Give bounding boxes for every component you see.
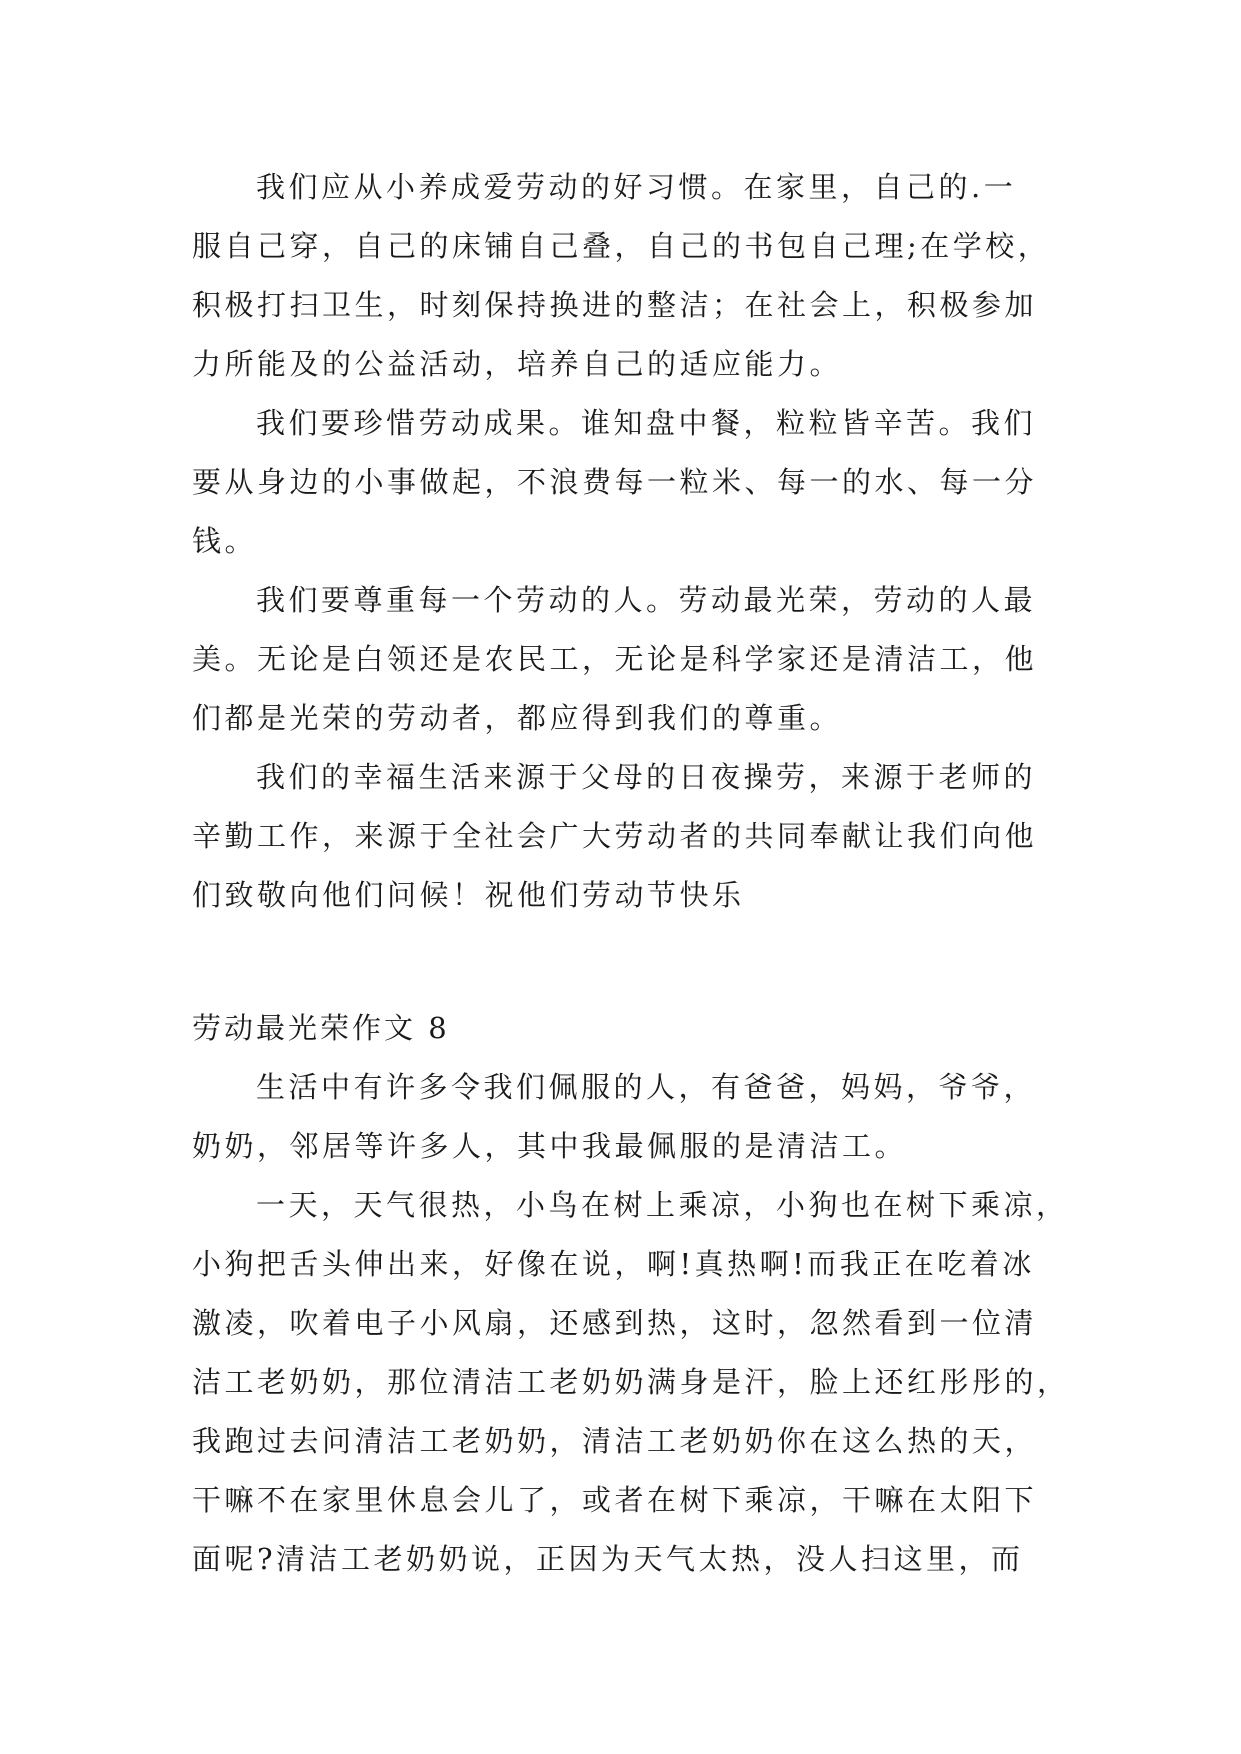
paragraph-line: 干嘛不在家里休息会儿了，或者在树下乘凉，干嘛在太阳下	[192, 1483, 1038, 1517]
paragraph-line: 们致敬向他们问候！祝他们劳动节快乐	[192, 878, 745, 912]
paragraph	[192, 748, 1072, 925]
paragraph	[192, 394, 1072, 571]
paragraph-line: 一天，天气很热，小鸟在树上乘凉，小狗也在树下乘凉，	[256, 1188, 1069, 1222]
paragraph-line: 积极打扫卫生，时刻保持换进的整洁；在社会上，积极参加	[192, 288, 1038, 322]
paragraph-line: 服自己穿，自己的床铺自己叠，自己的书包自己理;在学校，	[192, 229, 1051, 263]
paragraph-line: 面呢?清洁工老奶奶说，正因为天气太热，没人扫这里，而	[192, 1542, 1024, 1576]
paragraph-line: 我跑过去问清洁工老奶奶，清洁工老奶奶你在这么热的天，	[192, 1424, 1038, 1458]
paragraph-line: 钱。	[192, 524, 258, 558]
paragraph-line: 美。无论是白领还是农民工，无论是科学家还是清洁工，他	[192, 642, 1038, 676]
paragraph	[192, 1058, 1072, 1176]
document-body	[192, 158, 1072, 1589]
paragraph	[192, 158, 1072, 394]
paragraph-line: 我们的幸福生活来源于父母的日夜操劳，来源于老师的	[256, 760, 1037, 794]
paragraph-line: 小狗把舌头伸出来，好像在说，啊!真热啊!而我正在吃着冰	[192, 1247, 1035, 1281]
paragraph-line: 我们要珍惜劳动成果。谁知盘中餐，粒粒皆辛苦。我们	[256, 406, 1037, 440]
section-heading: 劳动最光荣作文 8	[192, 1011, 450, 1045]
paragraph-line: 生活中有许多令我们佩服的人，有爸爸，妈妈，爷爷，	[256, 1070, 1037, 1104]
section-spacer	[192, 925, 1072, 999]
paragraph-line: 我们应从小养成爱劳动的好习惯。在家里，自己的.一	[256, 170, 1017, 204]
paragraph-line: 们都是光荣的劳动者，都应得到我们的尊重。	[192, 701, 843, 735]
paragraph	[192, 571, 1072, 748]
paragraph-line: 洁工老奶奶，那位清洁工老奶奶满身是汗，脸上还红彤彤的，	[192, 1365, 1070, 1399]
paragraph-line: 我们要尊重每一个劳动的人。劳动最光荣，劳动的人最	[256, 583, 1037, 617]
paragraph-line: 要从身边的小事做起，不浪费每一粒米、每一的水、每一分	[192, 465, 1038, 499]
paragraph-line: 奶奶，邻居等许多人，其中我最佩服的是清洁工。	[192, 1129, 908, 1163]
paragraph-line: 辛勤工作，来源于全社会广大劳动者的共同奉献让我们向他	[192, 819, 1038, 853]
paragraph-line: 力所能及的公益活动，培养自己的适应能力。	[192, 347, 843, 381]
paragraph-line: 激凌，吹着电子小风扇，还感到热，这时，忽然看到一位清	[192, 1306, 1038, 1340]
paragraph	[192, 1176, 1072, 1589]
